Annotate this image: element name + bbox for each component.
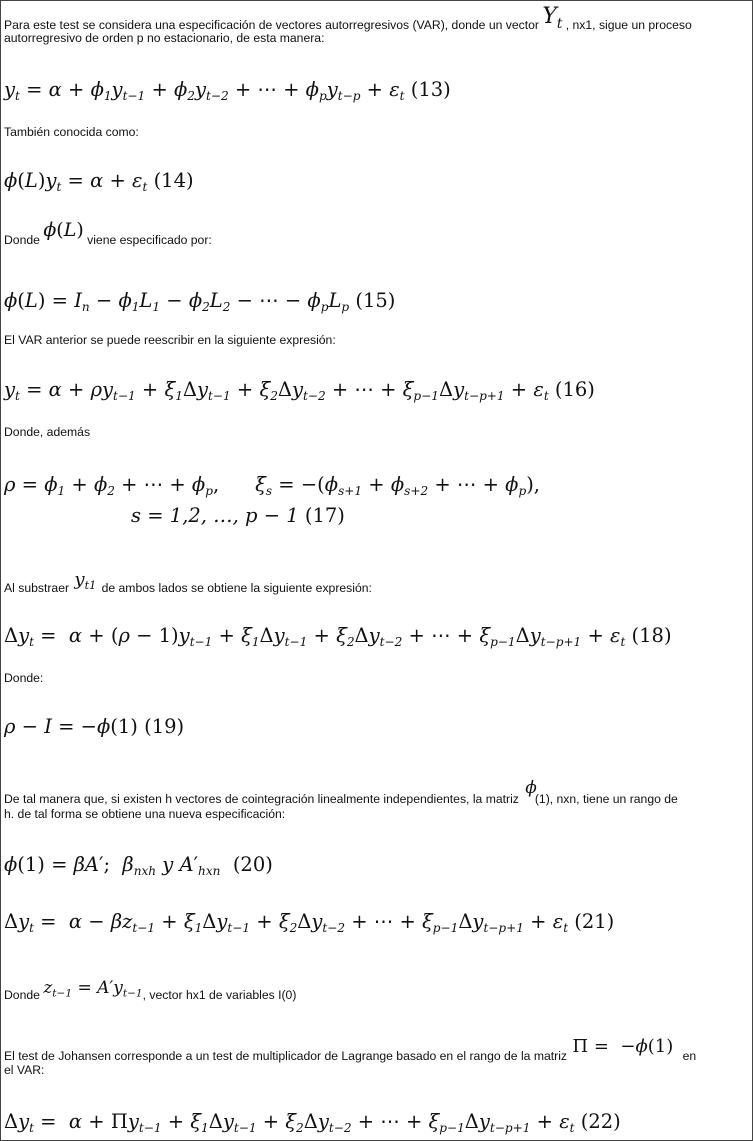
equation-number: (18)	[631, 624, 672, 647]
paragraph-also-known: También conocida como:	[4, 125, 139, 139]
equation-number: (21)	[574, 910, 615, 933]
equation-number: (20)	[232, 853, 273, 876]
equation-number: (22)	[580, 1110, 621, 1133]
text: De tal manera que, si existen h vectores de cointegración linealmente independientes, la matriz	[4, 792, 519, 806]
text: viene especificado por:	[87, 233, 212, 247]
equation-17-condition: s = 1,2, …, p − 1	[131, 504, 299, 527]
equation-number: (17)	[304, 504, 345, 527]
paragraph-substraer	[4, 569, 372, 597]
text: , nx1, sigue un proceso	[565, 18, 692, 32]
paragraph-johansen-line2: el VAR:	[4, 1063, 45, 1077]
equation-number: (15)	[355, 289, 396, 312]
text: Donde	[4, 233, 40, 247]
paragraph-donde-ademas: Donde, además	[4, 425, 91, 439]
inline-math-phiL: ϕ(L)	[43, 219, 84, 241]
equation-15: $\phi(L) = I_n - \phi_1L_1 - \phi_2L_2$ − ⋯ − $\phi_pL_p$ (15)	[4, 289, 396, 315]
equation-number: (16)	[554, 378, 595, 401]
paragraph-donde-phi	[4, 219, 212, 249]
text: El test de Johansen corresponde a un test de multiplicador de Lagrange basado en el rango de la matriz	[4, 1049, 568, 1063]
paragraph-cointegration-line2: h. de tal forma se obtiene una nueva especificación:	[4, 807, 286, 821]
equation-number: (14)	[153, 169, 194, 192]
text: (1), nxn, tiene un rango de	[534, 792, 678, 806]
equation-17-line2	[131, 504, 345, 528]
paragraph-johansen	[4, 1036, 697, 1065]
text: Donde	[4, 988, 40, 1002]
paragraph-var-rewrite: El VAR anterior se puede reescribir en la siguiente expresión:	[4, 333, 336, 347]
text: Al substraer	[4, 581, 70, 595]
paragraph-intro-line2: autorregresivo de orden p no estacionario, de esta manera:	[4, 31, 325, 45]
equation-17-line1: $\rho = \phi_1 + \phi_2$ + ⋯ + $\phi_p$, $\xi_s = -(\phi_{s+1} + \phi_{s+2}$ + ⋯ + $\phi_p$),	[4, 473, 540, 499]
equation-18: $\Delta y_t = \alpha + (\rho - 1)y_{t-1} + \xi_1\Delta y_{t-1} + \xi_2\Delta y_{t-2}$ + ⋯ + $\xi_{p-1}\Delta y_{t-p+1} + \varepsilon_t$ (18)	[4, 624, 672, 650]
equation-20: ϕ(1) = βA′; $\beta_{nxh}$ y $A'_{hxn}$ (20)	[4, 853, 273, 879]
inline-math-phi: ϕ	[525, 778, 537, 798]
inline-math-z: $z_{t-1} = A'y_{t-1}$	[43, 978, 143, 1000]
paragraph-donde-z	[4, 978, 297, 1004]
text: , vector hx1 de variables I(0)	[142, 988, 297, 1002]
text: de ambos lados se obtiene la siguiente expresión:	[101, 581, 372, 595]
inline-math-Yt: $Y_t$	[542, 4, 563, 32]
paragraph-donde: Donde:	[4, 671, 44, 685]
equation-19: ρ − I = −ϕ(1) (19)	[4, 715, 185, 738]
equation-14: $\phi(L)y_t = \alpha + \varepsilon_t$ (14)	[4, 169, 194, 195]
equation-13: $y_t = \alpha + \phi_1y_{t-1} + \phi_2y_{t-2}$ + ⋯ + $\phi_py_{t-p} + \varepsilon_t$ (13)	[4, 78, 451, 104]
equation-16: $y_t = \alpha + \rho y_{t-1} + \xi_1\Delta y_{t-1} + \xi_2\Delta y_{t-2}$ + ⋯ + $\xi_{p-1}\Delta y_{t-p+1} + \varepsilon_t$ (16)	[4, 378, 595, 404]
equation-21: $\Delta y_t = \alpha - \beta z_{t-1} + \xi_1\Delta y_{t-1} + \xi_2\Delta y_{t-2}$ + ⋯ + $\xi_{p-1}\Delta y_{t-p+1} + \varepsilon_t$ (21)	[4, 910, 615, 936]
text: en	[682, 1049, 697, 1063]
inline-math-yt1: $y_{t1}$	[74, 569, 97, 592]
equation-22: $\Delta y_t = \alpha + \Pi y_{t-1} + \xi_1\Delta y_{t-1} + \xi_2\Delta y_{t-2}$ + ⋯ + $\xi_{p-1}\Delta y_{t-p+1} + \varepsilon_t$ (22)	[4, 1110, 621, 1136]
text: Para este test se considera una especificación de vectores autorregresivos (VAR), donde un vector	[4, 18, 539, 32]
equation-number: (13)	[410, 78, 451, 101]
equation-number: (19)	[144, 715, 185, 738]
inline-math-pi: Π = −ϕ(1)	[572, 1036, 674, 1057]
